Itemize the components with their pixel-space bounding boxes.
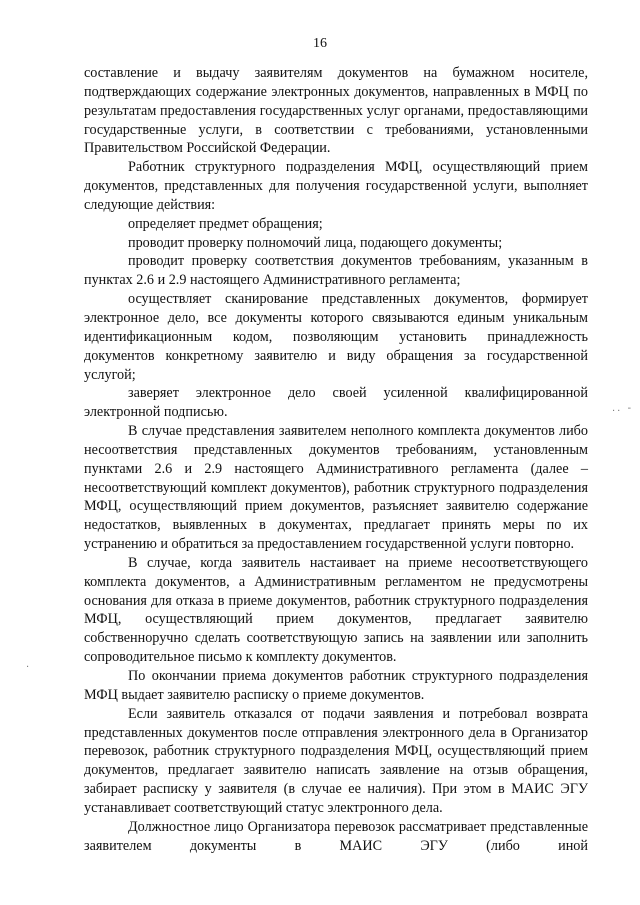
margin-speck: . [26, 659, 30, 670]
body-paragraph: осуществляет сканирование представленных документов, формирует электронное дело, все документы которого связываются единым уникальным идентификационным кодом, позволяющим установить принадлежность документов конкретному заявителю и виду обращения за государственной услугой; [84, 291, 588, 383]
body-paragraph: заверяет электронное дело своей усиленной квалифицированной электронной подписью. [84, 385, 588, 421]
body-paragraph: проводит проверку полномочий лица, подающего документы; [128, 234, 503, 251]
body-paragraph: Работник структурного подразделения МФЦ, осуществляющий прием документов, представленных для получения государственной услуги, выполняет следующие действия: [84, 159, 588, 213]
body-paragraph: Если заявитель отказался от подачи заявления и потребовал возврата представленных документов после отправления электронного дела в Организатор перевозок, работник структурного подразделения МФЦ, осуществляющий прием документов, предлагает заявителю написать заявление на отзыв обращения, забирает расписку у заявителя (в случае ее наличия). При этом в МАИС ЭГУ устанавливает соответствующий статус электронного дела. [84, 705, 588, 816]
body-paragraph: По окончании приема документов работник структурного подразделения МФЦ выдает заявителю расписку о приеме документов. [84, 668, 588, 703]
body-paragraph: Должностное лицо Организатора перевозок рассматривает представленные заявителем документы в МАИС ЭГУ (либо иной [84, 818, 588, 854]
body-paragraph: В случае представления заявителем неполного комплекта документов либо несоответствия представленных документов требованиям, установленным пунктами 2.6 и 2.9 настоящего Административного регламента (далее – несоответствующий комплект документов), работник структурного подразделения МФЦ, осуществляющий прием документов, разъясняет заявителю содержание недостатков, выявленных в документах, предлагает принять меры по их устранению и обратиться за предоставлением государственной услуги повторно. [84, 423, 588, 553]
body-paragraph: В случае, когда заявитель настаивает на приеме несоответствующего комплекта документов, а Административным регламентом не предусмотрены основания для отказа в приеме документов, работник структурного подразделения МФЦ, осуществляющий прием документов, предлагает заявителю собственноручно сделать соответствующую запись на заявлении или заполнить сопроводительное письмо к комплекту документов. [84, 554, 588, 666]
margin-speck: .. - [612, 403, 634, 414]
body-paragraph: проводит проверку соответствия документов требованиям, указанным в пунктах 2.6 и 2.9 настоящего Административного регламента; [84, 253, 588, 289]
document-body [84, 64, 588, 855]
body-paragraph: определяет предмет обращения; [128, 215, 323, 232]
page-number: 16 [313, 36, 327, 51]
body-paragraph: составление и выдачу заявителям документов на бумажном носителе, подтверждающих содержание электронных документов, направленных в МФЦ по результатам предоставления государственных услуг органами, предоставляющими государственные услуги, в соответствии с требованиями, установленными Правительством Российской Федерации. [84, 65, 588, 157]
